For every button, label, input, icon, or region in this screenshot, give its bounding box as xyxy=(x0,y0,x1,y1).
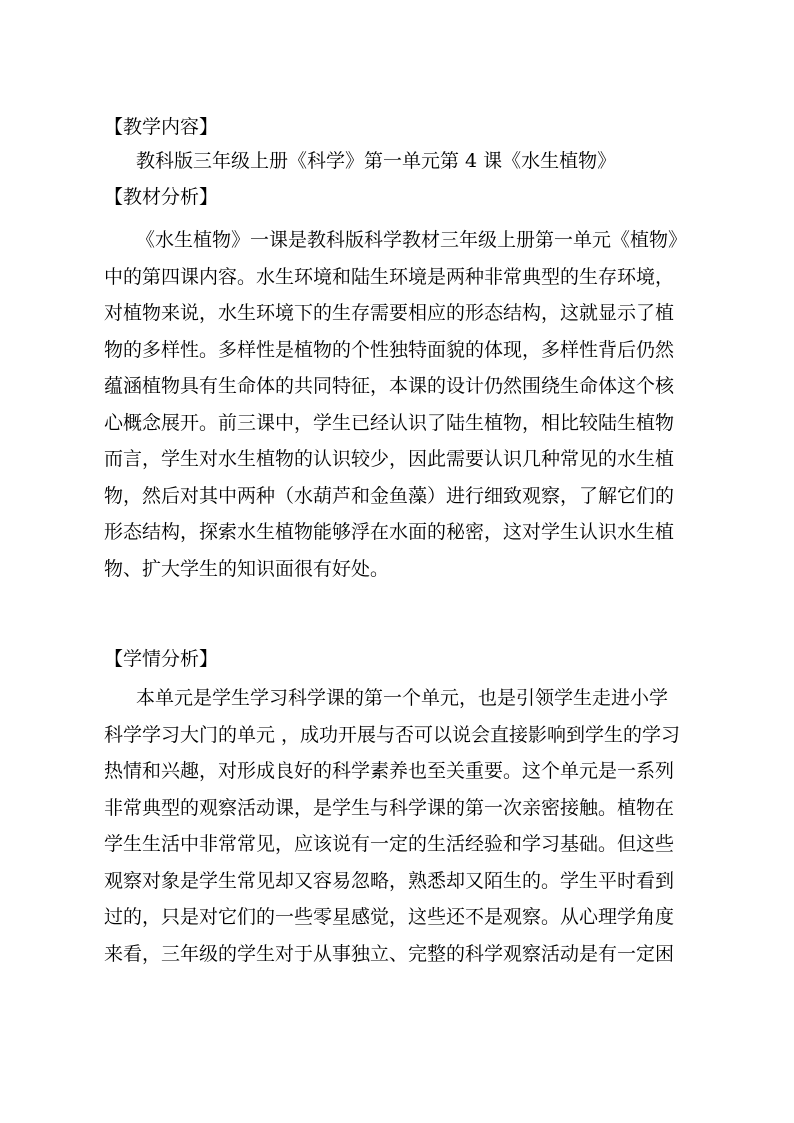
textbook-analysis-paragraph xyxy=(104,222,696,587)
paragraph-line: 科学学习大门的单元 ，成功开展与否可以说会直接影响到学生的学习 xyxy=(104,723,681,746)
paragraph-line: 物的多样性。多样性是植物的个性独特面貌的体现，多样性背后仍然 xyxy=(104,338,675,361)
paragraph-line: 学生生活中非常常见，应该说有一定的生活经验和学习基础。但这些 xyxy=(104,833,675,855)
section-heading-student-analysis: 【学情分析】 xyxy=(104,648,219,670)
teaching-content-text: 教科版三年级上册《科学》第一单元第 4 课《水生植物》 xyxy=(136,150,617,172)
student-analysis-paragraph xyxy=(104,680,696,972)
paragraph-line: 物、扩大学生的知识面很有好处。 xyxy=(104,557,390,580)
paragraph-line: 物，然后对其中两种（水葫芦和金鱼藻）进行细致观察，了解它们的 xyxy=(104,484,675,507)
paragraph-line: 来看，三年级的学生对于从事独立、完整的科学观察活动是有一定困 xyxy=(104,942,675,965)
paragraph-line: 对植物来说，水生环境下的生存需要相应的形态结构，这就显示了植 xyxy=(104,302,675,324)
paragraph-line: 本单元是学生学习科学课的第一个单元，也是引领学生走进小学 xyxy=(136,687,669,709)
paragraph-line: 形态结构，探索水生植物能够浮在水面的秘密，这对学生认识水生植 xyxy=(104,521,675,543)
paragraph-line: 蕴涵植物具有生命体的共同特征，本课的设计仍然围绕生命体这个核 xyxy=(104,375,675,397)
paragraph-line: 非常典型的观察活动课，是学生与科学课的第一次亲密接触。植物在 xyxy=(104,796,675,819)
paragraph-line: 中的第四课内容。水生环境和陆生环境是两种非常典型的生存环境， xyxy=(104,265,675,288)
paragraph-line: 热情和兴趣，对形成良好的科学素养也至关重要。这个单元是一系列 xyxy=(104,760,675,782)
section-heading-textbook-analysis: 【教材分析】 xyxy=(104,186,219,208)
section-heading-teaching-content: 【教学内容】 xyxy=(104,116,219,138)
paragraph-line: 心概念展开。前三课中，学生已经认识了陆生植物，相比较陆生植物 xyxy=(104,411,675,434)
paragraph-line: 过的，只是对它们的一些零星感觉，这些还不是观察。从心理学角度 xyxy=(104,906,675,928)
paragraph-line: 《水生植物》一课是教科版科学教材三年级上册第一单元《植物》 xyxy=(136,229,688,251)
paragraph-line: 观察对象是学生常见却又容易忽略，熟悉却又陌生的。学生平时看到 xyxy=(104,869,675,892)
paragraph-line: 而言，学生对水生植物的认识较少，因此需要认识几种常见的水生植 xyxy=(104,448,675,470)
